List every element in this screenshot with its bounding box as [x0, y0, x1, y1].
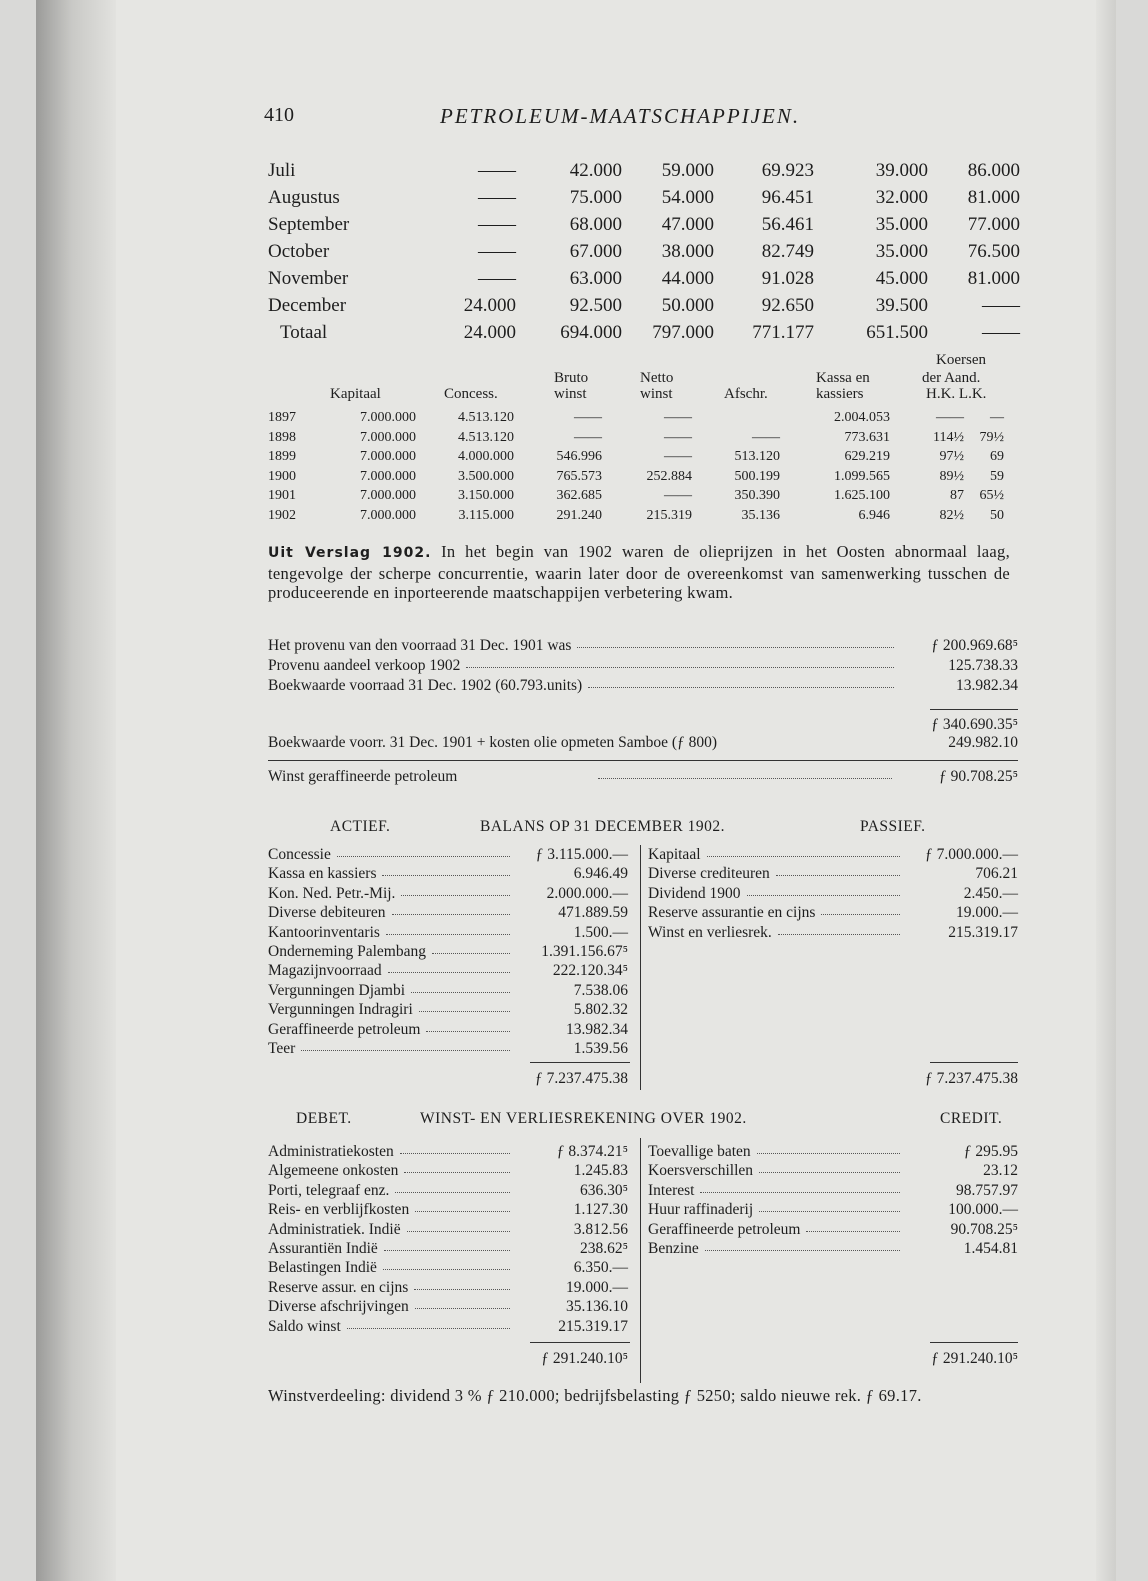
- ledger-line: [648, 924, 1018, 944]
- ledger-label: Dividend 1900: [648, 884, 741, 902]
- winstverdeeling-paragraph: Winstverdeeling: dividend 3 % ƒ 210.000; bedrijfsbelasting ƒ 5250; saldo nieuwe rek. ƒ 69.17.: [268, 1386, 922, 1405]
- month-cell: 54.000: [661, 187, 714, 208]
- month-cell: 771.177: [752, 322, 814, 343]
- ledger-label: Geraffineerde petroleum: [268, 1020, 421, 1038]
- results-cell-afschr: ——: [752, 429, 780, 445]
- results-cell-netto: ——: [664, 429, 692, 445]
- ledger-value: 7.538.06: [573, 981, 628, 999]
- ledger-line: [268, 924, 628, 944]
- ledger-label: Boekwaarde voorraad 31 Dec. 1902 (60.793.units): [268, 677, 583, 694]
- results-cell-lk: 50: [990, 507, 1004, 523]
- ledger-line: [268, 865, 628, 885]
- results-cell-netto: ——: [664, 488, 692, 503]
- sum-rule: [930, 709, 1018, 710]
- ledger-line: [268, 982, 628, 1002]
- month-cell: 35.000: [875, 214, 928, 235]
- ledger-value: 215.319.17: [558, 1317, 628, 1335]
- verslag-text: In het begin van 1902 waren de olieprijzen in het Oosten abnormaal laag, tengevolge der scherpe concurrentie, waarin later door de overeenkomst van samenwerking tusschen de produceerende en inporteerende maatschappijen verbetering kwam.: [268, 542, 1010, 602]
- ledger-line: [268, 904, 628, 924]
- month-row: [268, 268, 1028, 294]
- ledger-value: 3.812.56: [573, 1220, 628, 1238]
- results-cell-kap: 7.000.000: [360, 429, 416, 445]
- proceeds-total: ƒ 340.690.35⁵: [931, 716, 1018, 733]
- month-cell: ——: [478, 160, 516, 181]
- passief-sum-rule: [930, 1062, 1018, 1063]
- ledger-label: Administratiek. Indië: [268, 1220, 401, 1238]
- ledger-label: Teer: [268, 1040, 296, 1057]
- ledger-label: Interest: [648, 1181, 695, 1199]
- ledger-label: Assurantiën Indië: [268, 1240, 378, 1257]
- results-cell-kap: 7.000.000: [360, 449, 416, 464]
- month-cell: 75.000: [569, 187, 622, 208]
- ledger-line: [268, 1162, 628, 1182]
- results-cell-year: 1902: [268, 507, 296, 523]
- ledger-label: Kon. Ned. Petr.-Mij.: [268, 884, 396, 902]
- results-cell-year: 1898: [268, 429, 296, 445]
- verslag-paragraph: [268, 542, 1010, 603]
- ledger-line: [268, 1021, 628, 1041]
- winst-label: Winst geraffineerde petroleum: [268, 768, 458, 785]
- month-cell: 68.000: [569, 214, 622, 235]
- col-concess: Concess.: [444, 386, 498, 402]
- ledger-label: Diverse debiteuren: [268, 904, 386, 922]
- ledger-label: Saldo winst: [268, 1317, 341, 1335]
- page-title: PETROLEUM-MAATSCHAPPIJEN.: [440, 104, 801, 128]
- results-row: [268, 508, 1028, 527]
- ledger-line: [268, 1279, 628, 1299]
- col-bruto-2: winst: [554, 386, 587, 402]
- month-row: [268, 322, 1028, 348]
- results-cell-con: 3.150.000: [458, 488, 514, 503]
- month-label: November: [268, 268, 349, 289]
- results-cell-year: 1900: [268, 468, 296, 484]
- ledger-label: Concessie: [268, 846, 331, 863]
- month-row: [268, 241, 1028, 267]
- results-cell-netto: ——: [664, 410, 692, 425]
- month-cell: 56.461: [761, 214, 814, 235]
- results-cell-kap: 7.000.000: [360, 410, 416, 425]
- page-number: 410: [264, 104, 294, 126]
- month-label: Juli: [268, 160, 296, 181]
- ledger-label: Reis- en verblijfkosten: [268, 1201, 410, 1219]
- results-cell-hk: 114½: [933, 429, 964, 445]
- ledger-line: [648, 1182, 1018, 1202]
- ledger-label: Winst en verliesrek.: [648, 923, 772, 941]
- page-edge: [1096, 0, 1116, 1581]
- results-cell-bruto: 362.685: [556, 488, 602, 503]
- ledger-value: 706.21: [975, 865, 1018, 883]
- results-cell-afschr: 513.120: [734, 449, 780, 464]
- ledger-value: 6.350.—: [573, 1259, 628, 1277]
- results-cell-kap: 7.000.000: [360, 468, 416, 484]
- ledger-label: Kapitaal: [648, 846, 701, 863]
- month-row: [268, 214, 1028, 240]
- month-cell: 67.000: [569, 241, 622, 262]
- ledger-label: Provenu aandeel verkoop 1902: [268, 657, 461, 674]
- results-cell-lk: —: [990, 410, 1004, 425]
- month-cell: 86.000: [967, 160, 1020, 181]
- results-cell-con: 4.513.120: [458, 410, 514, 425]
- ledger-line: [648, 1162, 1018, 1182]
- ledger-value: 1.454.81: [963, 1240, 1018, 1257]
- actief-sum-rule: [530, 1062, 630, 1063]
- results-cell-afschr: 500.199: [734, 468, 780, 484]
- month-label: October: [268, 241, 330, 262]
- col-kapitaal: Kapitaal: [330, 386, 381, 402]
- credit-sum-rule: [930, 1342, 1018, 1343]
- ledger-value: 13.982.34: [956, 677, 1018, 694]
- ledger-label: Diverse afschrijvingen: [268, 1298, 409, 1316]
- ledger-label: Vergunningen Djambi: [268, 981, 406, 999]
- credit-total: ƒ 291.240.10⁵: [931, 1350, 1018, 1367]
- results-cell-hk: 89½: [939, 468, 964, 484]
- ledger-value: ƒ 295.95: [963, 1143, 1018, 1160]
- results-cell-lk: 65½: [979, 488, 1004, 503]
- ledger-line: [268, 1201, 628, 1221]
- debet-title: DEBET.: [296, 1110, 352, 1127]
- ledger-value: 23.12: [983, 1162, 1018, 1180]
- results-cell-kassa: 1.099.565: [834, 468, 890, 484]
- results-cell-netto: 252.884: [646, 468, 692, 484]
- month-label: September: [268, 214, 350, 235]
- results-cell-con: 4.513.120: [458, 429, 514, 445]
- month-cell: 76.500: [967, 241, 1020, 262]
- results-cell-kassa: 773.631: [844, 429, 890, 445]
- month-cell: 32.000: [875, 187, 928, 208]
- month-label: Augustus: [268, 187, 340, 208]
- month-cell: 63.000: [569, 268, 622, 289]
- month-cell: 91.028: [761, 268, 814, 289]
- ledger-label: Huur raffinaderij: [648, 1201, 754, 1219]
- col-afschr: Afschr.: [724, 386, 768, 402]
- month-cell: 50.000: [661, 295, 714, 316]
- balans-title: BALANS OP 31 DECEMBER 1902.: [480, 818, 726, 835]
- month-cell: 651.500: [866, 322, 928, 343]
- month-cell: 59.000: [661, 160, 714, 181]
- ledger-value: 238.62⁵: [579, 1240, 628, 1257]
- credit-title: CREDIT.: [940, 1110, 1003, 1127]
- ledger-label: Vergunningen Indragiri: [268, 1001, 413, 1019]
- results-cell-kap: 7.000.000: [360, 507, 416, 523]
- ledger-value: ƒ 3.115.000.—: [535, 846, 628, 863]
- col-koersen-1: Koersen: [936, 352, 986, 368]
- actief-title: ACTIEF.: [330, 818, 391, 835]
- month-cell: 797.000: [652, 322, 714, 343]
- month-cell: 39.500: [875, 295, 928, 316]
- ledger-value: 13.982.34: [566, 1020, 628, 1038]
- results-cell-kassa: 6.946: [858, 507, 890, 523]
- ledger-value: 636.30⁵: [579, 1181, 628, 1199]
- results-cell-hk: 82½: [939, 507, 964, 523]
- ledger-value: 5.802.32: [573, 1001, 628, 1019]
- ledger-value: 1.539.56: [573, 1040, 628, 1057]
- ledger-value: 215.319.17: [948, 923, 1018, 941]
- month-cell: ——: [478, 268, 516, 289]
- ledger-value: 125.738.33: [948, 657, 1018, 674]
- col-netto-2: winst: [640, 386, 673, 402]
- month-cell: 81.000: [967, 187, 1020, 208]
- month-cell: ——: [478, 187, 516, 208]
- results-cell-lk: 79½: [979, 429, 1004, 445]
- results-cell-kap: 7.000.000: [360, 488, 416, 503]
- results-row: [268, 469, 1028, 488]
- ledger-line: [648, 1221, 1018, 1241]
- ledger-label: Geraffineerde petroleum: [648, 1220, 801, 1238]
- month-cell: ——: [478, 241, 516, 262]
- month-cell: 96.451: [761, 187, 814, 208]
- month-cell: 47.000: [661, 214, 714, 235]
- wv-title: WINST- EN VERLIESREKENING OVER 1902.: [420, 1110, 747, 1127]
- results-cell-afschr: 350.390: [734, 488, 780, 503]
- col-netto-1: Netto: [640, 370, 674, 386]
- month-cell: 92.500: [569, 295, 622, 316]
- ledger-value: 19.000.—: [956, 904, 1018, 922]
- ledger-value: ƒ 200.969.68⁵: [931, 637, 1018, 654]
- results-cell-afschr: 35.136: [741, 507, 780, 523]
- month-cell: 39.000: [875, 160, 928, 181]
- month-cell: ——: [982, 322, 1020, 343]
- ledger-label: Diverse crediteuren: [648, 865, 770, 883]
- ledger-label: Algemeene onkosten: [268, 1162, 399, 1180]
- results-cell-bruto: ——: [574, 410, 602, 425]
- ledger-value: 1.127.30: [573, 1201, 628, 1219]
- results-cell-year: 1897: [268, 410, 296, 425]
- results-cell-kassa: 629.219: [844, 449, 890, 464]
- ledger-line: [648, 904, 1018, 924]
- month-label: Totaal: [280, 322, 328, 343]
- ledger-line: [268, 1001, 628, 1021]
- results-cell-bruto: ——: [574, 429, 602, 445]
- ledger-value: 90.708.25⁵: [950, 1220, 1018, 1238]
- ledger-value: 222.120.34⁵: [552, 962, 628, 980]
- ledger-line: [648, 885, 1018, 905]
- ledger-value: 1.500.—: [573, 923, 628, 941]
- ledger-line: [268, 1040, 628, 1060]
- ledger-line: [268, 1318, 628, 1338]
- results-cell-netto: 215.319: [646, 507, 692, 523]
- results-cell-hk: 87: [950, 488, 964, 503]
- ledger-label: Onderneming Palembang: [268, 943, 426, 960]
- results-cell-hk: ——: [936, 410, 964, 425]
- ledger-line: [268, 1298, 628, 1318]
- results-row: [268, 449, 1028, 468]
- actief-total: ƒ 7.237.475.38: [535, 1070, 628, 1087]
- passief-title: PASSIEF.: [860, 818, 926, 835]
- month-label: December: [268, 295, 347, 316]
- boekwaarde-value: 249.982.10: [948, 734, 1018, 751]
- results-cell-bruto: 291.240: [556, 507, 602, 523]
- ledger-line: [268, 846, 628, 866]
- results-cell-bruto: 546.996: [556, 449, 602, 464]
- col-koersen-3: H.K. L.K.: [926, 386, 987, 402]
- month-cell: 42.000: [569, 160, 622, 181]
- results-cell-kassa: 2.004.053: [834, 410, 890, 425]
- ledger-line: [648, 846, 1018, 866]
- ledger-line: [268, 1240, 628, 1260]
- balans-divider: [640, 845, 641, 1090]
- ledger-value: 2.450.—: [963, 884, 1018, 902]
- month-cell: 24.000: [463, 322, 516, 343]
- ledger-line: [268, 1259, 628, 1279]
- divider: [268, 760, 1018, 761]
- ledger-label: Het provenu van den voorraad 31 Dec. 1901 was: [268, 637, 572, 654]
- month-cell: ——: [478, 214, 516, 235]
- ledger-line: [268, 677, 1018, 697]
- verslag-lead: Uit Verslag 1902.: [268, 545, 432, 561]
- ledger-label: Porti, telegraaf enz.: [268, 1181, 390, 1199]
- ledger-label: Magazijnvoorraad: [268, 962, 382, 980]
- results-table-header: [268, 348, 1028, 408]
- ledger-label: Kantoorinventaris: [268, 923, 380, 941]
- month-cell: ——: [982, 295, 1020, 316]
- results-cell-lk: 69: [990, 449, 1004, 464]
- boekwaarde-line: [268, 734, 1018, 754]
- ledger-value: ƒ 7.000.000.—: [925, 846, 1018, 863]
- month-cell: 24.000: [463, 295, 516, 316]
- boekwaarde-label: Boekwaarde voorr. 31 Dec. 1901 + kosten olie opmeten Samboe (ƒ 800): [268, 734, 718, 751]
- results-cell-con: 3.500.000: [458, 468, 514, 484]
- ledger-line: [268, 1182, 628, 1202]
- month-row: [268, 187, 1028, 213]
- ledger-line: [268, 657, 1018, 677]
- ledger-label: Benzine: [648, 1240, 699, 1257]
- col-koersen-2: der Aand.: [922, 370, 981, 386]
- results-cell-hk: 97½: [939, 449, 964, 464]
- winst-line: [268, 768, 1018, 788]
- page-gutter: [36, 0, 116, 1581]
- month-cell: 44.000: [661, 268, 714, 289]
- results-cell-year: 1899: [268, 449, 296, 464]
- results-row: [268, 488, 1028, 507]
- winst-value: ƒ 90.708.25⁵: [938, 768, 1018, 785]
- results-cell-netto: ——: [664, 449, 692, 464]
- ledger-value: 1.391.156.67⁵: [541, 943, 628, 960]
- ledger-line: [648, 1240, 1018, 1260]
- ledger-label: Reserve assurantie en cijns: [648, 904, 816, 922]
- ledger-label: Kassa en kassiers: [268, 865, 377, 883]
- month-cell: 82.749: [761, 241, 814, 262]
- results-cell-year: 1901: [268, 488, 296, 503]
- results-cell-lk: 59: [990, 468, 1004, 484]
- results-row: [268, 430, 1028, 449]
- passief-total: ƒ 7.237.475.38: [925, 1070, 1018, 1087]
- ledger-value: 6.946.49: [573, 865, 628, 883]
- month-cell: 45.000: [875, 268, 928, 289]
- results-cell-kassa: 1.625.100: [834, 488, 890, 503]
- ledger-line: [648, 1201, 1018, 1221]
- col-kassa-2: kassiers: [816, 386, 864, 402]
- month-cell: 35.000: [875, 241, 928, 262]
- debet-sum-rule: [530, 1342, 630, 1343]
- month-cell: 81.000: [967, 268, 1020, 289]
- ledger-value: 19.000.—: [566, 1278, 628, 1296]
- results-cell-con: 3.115.000: [458, 507, 514, 523]
- ledger-value: 471.889.59: [558, 904, 628, 922]
- debet-total: ƒ 291.240.10⁵: [541, 1350, 628, 1367]
- month-cell: 69.923: [761, 160, 814, 181]
- ledger-line: [648, 865, 1018, 885]
- month-row: [268, 160, 1028, 186]
- ledger-value: ƒ 8.374.21⁵: [556, 1143, 628, 1160]
- ledger-value: 2.000.000.—: [546, 884, 628, 902]
- ledger-line: [268, 637, 1018, 657]
- results-row: [268, 410, 1028, 429]
- ledger-value: 35.136.10: [566, 1298, 628, 1316]
- ledger-value: 1.245.83: [573, 1162, 628, 1180]
- ledger-line: [268, 962, 628, 982]
- col-bruto-1: Bruto: [554, 370, 589, 386]
- ledger-line: [268, 885, 628, 905]
- ledger-value: 100.000.—: [948, 1201, 1018, 1219]
- ledger-label: Administratiekosten: [268, 1143, 394, 1160]
- ledger-line: [268, 1143, 628, 1163]
- ledger-line: [648, 1143, 1018, 1163]
- ledger-label: Reserve assur. en cijns: [268, 1278, 409, 1296]
- ledger-line: [268, 1221, 628, 1241]
- month-cell: 694.000: [560, 322, 622, 343]
- ledger-label: Belastingen Indië: [268, 1259, 377, 1277]
- ledger-line: [268, 943, 628, 963]
- ledger-label: Koersverschillen: [648, 1162, 754, 1180]
- month-row: [268, 295, 1028, 321]
- month-cell: 77.000: [967, 214, 1020, 235]
- month-cell: 92.650: [761, 295, 814, 316]
- wv-divider: [640, 1138, 641, 1383]
- col-kassa-1: Kassa en: [816, 370, 870, 386]
- month-cell: 38.000: [661, 241, 714, 262]
- ledger-label: Toevallige baten: [648, 1143, 751, 1160]
- results-cell-bruto: 765.573: [556, 468, 602, 484]
- ledger-value: 98.757.97: [956, 1181, 1018, 1199]
- results-cell-con: 4.000.000: [458, 449, 514, 464]
